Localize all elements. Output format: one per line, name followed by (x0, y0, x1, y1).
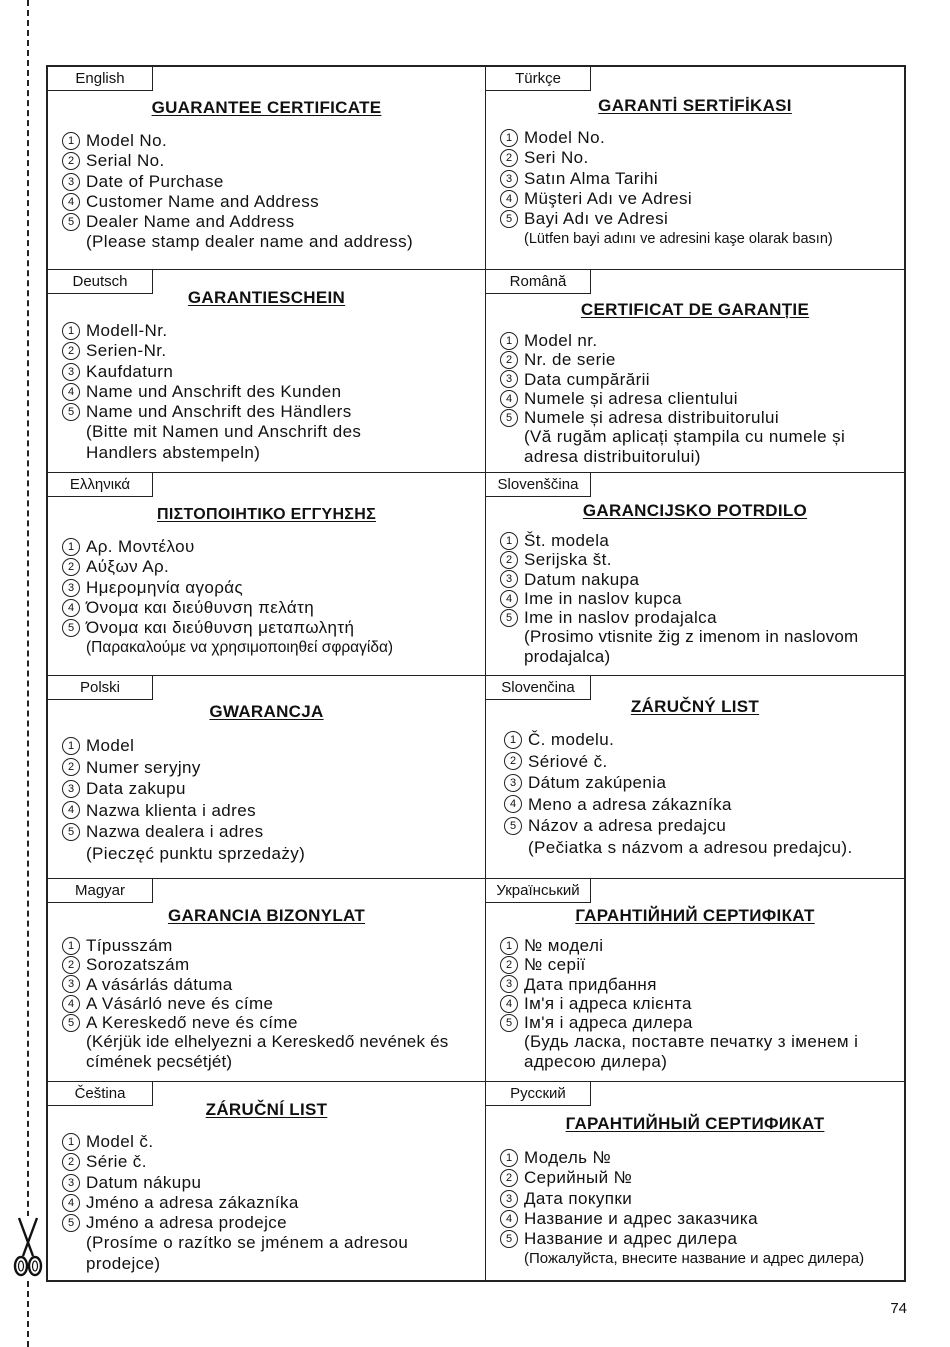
stamp-note: (Pečiatka s názvom a adresou predajcu). (528, 837, 853, 857)
circled-number-2: 2 (504, 752, 522, 770)
list-item: 2 Serien-Nr. (62, 341, 483, 361)
language-tab: Čeština (48, 1082, 153, 1106)
certificate-title: ΠΙΣΤΟΠΟΙΗΤΙΚΟ ΕΓΓΥΗΣΗΣ (157, 506, 376, 523)
circled-number-5: 5 (62, 1014, 80, 1032)
circled-number-5: 5 (62, 823, 80, 841)
circled-number-4: 4 (62, 995, 80, 1013)
cell-greek (48, 473, 486, 676)
circled-number-3: 3 (500, 975, 518, 993)
circled-number-1: 1 (62, 322, 80, 340)
list-item: 4 Название и адрес заказчика (500, 1209, 902, 1229)
list-item: 1 Št. modela (500, 531, 902, 550)
circled-number-2: 2 (62, 558, 80, 576)
circled-number-1: 1 (62, 538, 80, 556)
circled-number-3: 3 (62, 1174, 80, 1192)
list-item: 5 Название и адрес дилера (500, 1229, 902, 1249)
certificate-title: GUARANTEE CERTIFICATE (151, 98, 382, 117)
language-tab: Română (486, 270, 591, 294)
list-item: 2 Serial No. (62, 151, 483, 171)
list-item: 1 Model No. (500, 128, 902, 148)
cell-czech (48, 1082, 486, 1280)
certificate-title: GARANTİ SERTİFİKASI (598, 96, 792, 115)
list-item: 3 A vásárlás dátuma (62, 975, 483, 994)
circled-number-3: 3 (62, 579, 80, 597)
list-item: 4 Όνομα και διεύθυνση πελάτη (62, 598, 483, 618)
list-item: 2 Αύξων Αρ. (62, 557, 483, 577)
cell-english (48, 67, 486, 270)
circled-number-3: 3 (62, 363, 80, 381)
list-item: 3 Dátum zakúpenia (504, 772, 902, 794)
list-item: 5 A Kereskedő neve és címe (62, 1013, 483, 1032)
circled-number-4: 4 (500, 590, 518, 608)
list-item: 5 Nazwa dealera i adres (62, 821, 483, 843)
list-item: 1 Αρ. Μοντέλου (62, 537, 483, 557)
circled-number-5: 5 (500, 210, 518, 228)
stamp-note: (Prosimo vtisnite žig z imenom in naslovom prodajalca) (524, 627, 859, 666)
list-item: 5 Ім'я і адреса дилера (500, 1013, 902, 1032)
language-tab: Slovenščina (486, 473, 591, 497)
circled-number-2: 2 (500, 149, 518, 167)
circled-number-3: 3 (500, 370, 518, 388)
list-item: 3 Дата покупки (500, 1189, 902, 1209)
list-item: 4 Jméno a adresa zákazníka (62, 1193, 483, 1213)
list-item: 2 Sériové č. (504, 751, 902, 773)
circled-number-5: 5 (500, 1014, 518, 1032)
cell-slovenian (486, 473, 904, 676)
language-tab: Український (486, 879, 591, 903)
circled-number-1: 1 (500, 532, 518, 550)
circled-number-4: 4 (500, 1210, 518, 1228)
circled-number-4: 4 (62, 1194, 80, 1212)
stamp-note: (Pieczęć punktu sprzedaży) (86, 843, 306, 863)
circled-number-1: 1 (62, 132, 80, 150)
stamp-note: (Please stamp dealer name and address) (86, 232, 414, 252)
certificate-title: GARANCIJSKO POTRDILO (582, 501, 808, 520)
certificate-title: GWARANCJA (209, 702, 324, 721)
circled-number-5: 5 (62, 213, 80, 231)
list-item: 4 Nazwa klienta i adres (62, 800, 483, 822)
circled-number-5: 5 (62, 619, 80, 637)
list-item: 3 Дата придбання (500, 975, 902, 994)
list-item: 3 Date of Purchase (62, 172, 483, 192)
stamp-note: (Bitte mit Namen und Anschrift des Handlers abstempeln) (86, 422, 362, 462)
list-item: 5 Ime in naslov prodajalca (500, 608, 902, 627)
circled-number-2: 2 (62, 152, 80, 170)
list-item: 4 Name und Anschrift des Kunden (62, 382, 483, 402)
cell-german (48, 270, 486, 473)
circled-number-2: 2 (500, 351, 518, 369)
circled-number-2: 2 (62, 1153, 80, 1171)
list-item: 4 Numele și adresa clientului (500, 389, 902, 408)
list-item: 1 Modell-Nr. (62, 321, 483, 341)
cell-russian (486, 1082, 904, 1280)
list-item: 4 Müşteri Adı ve Adresi (500, 189, 902, 209)
list-item: 1 № моделі (500, 936, 902, 955)
list-item: 2 Série č. (62, 1152, 483, 1172)
circled-number-2: 2 (62, 758, 80, 776)
language-tab: Ελληνικά (48, 473, 153, 497)
list-item: 1 Típusszám (62, 936, 483, 955)
cell-slovak (486, 676, 904, 879)
cell-romanian (486, 270, 904, 473)
circled-number-4: 4 (62, 801, 80, 819)
circled-number-1: 1 (500, 129, 518, 147)
language-tab: Türkçe (486, 67, 591, 91)
certificate-title: GARANCIA BIZONYLAT (167, 906, 366, 925)
stamp-note: (Пожалуйста, внесите название и адрес дилера) (524, 1250, 865, 1268)
circled-number-4: 4 (500, 390, 518, 408)
circled-number-4: 4 (504, 795, 522, 813)
list-item: 5 Όνομα και διεύθυνση μεταπωλητή (62, 618, 483, 638)
circled-number-3: 3 (62, 173, 80, 191)
circled-number-4: 4 (500, 995, 518, 1013)
language-tab: Polski (48, 676, 153, 700)
circled-number-1: 1 (504, 731, 522, 749)
circled-number-1: 1 (500, 937, 518, 955)
language-tab: English (48, 67, 153, 91)
list-item: 2 Seri No. (500, 148, 902, 168)
list-item: 3 Data zakupu (62, 778, 483, 800)
circled-number-4: 4 (62, 599, 80, 617)
cell-ukrainian (486, 879, 904, 1082)
circled-number-4: 4 (62, 383, 80, 401)
stamp-note: (Lütfen bayi adını ve adresini kaşe olarak basın) (524, 231, 833, 248)
list-item: 2 Sorozatszám (62, 955, 483, 974)
list-item: 1 Č. modelu. (504, 729, 902, 751)
circled-number-2: 2 (500, 551, 518, 569)
list-item: 4 A Vásárló neve és címe (62, 994, 483, 1013)
circled-number-4: 4 (62, 193, 80, 211)
circled-number-1: 1 (62, 737, 80, 755)
circled-number-4: 4 (500, 190, 518, 208)
language-tab: Русский (486, 1082, 591, 1106)
stamp-note: (Παρακαλούμε να χρησιμοποιηθεί σφραγίδα) (86, 639, 394, 657)
list-item: 4 Customer Name and Address (62, 192, 483, 212)
circled-number-5: 5 (500, 409, 518, 427)
list-item: 5 Jméno a adresa prodejce (62, 1213, 483, 1233)
circled-number-5: 5 (504, 817, 522, 835)
certificate-title: ZÁRUČNÝ LIST (630, 697, 760, 716)
language-tab: Magyar (48, 879, 153, 903)
list-item: 3 Satın Alma Tarihi (500, 169, 902, 189)
list-item: 2 Numer seryjny (62, 757, 483, 779)
circled-number-5: 5 (62, 1214, 80, 1232)
list-item: 2 Serijska št. (500, 550, 902, 569)
circled-number-5: 5 (500, 1230, 518, 1248)
cut-line (27, 0, 29, 1347)
language-tab: Slovenčina (486, 676, 591, 700)
circled-number-1: 1 (62, 937, 80, 955)
certificate-title: GARANTIESCHEIN (187, 288, 346, 307)
list-item: 5 Dealer Name and Address (62, 212, 483, 232)
circled-number-3: 3 (500, 1190, 518, 1208)
stamp-note: (Vă rugăm aplicați ștampila cu numele și adresa distribuitorului) (524, 427, 846, 466)
circled-number-3: 3 (500, 170, 518, 188)
list-item: 2 Nr. de serie (500, 350, 902, 369)
list-item: 3 Datum nákupu (62, 1173, 483, 1193)
list-item: 1 Model č. (62, 1132, 483, 1152)
list-item: 3 Data cumpărării (500, 370, 902, 389)
list-item: 5 Name und Anschrift des Händlers (62, 402, 483, 422)
stamp-note: (Будь ласка, поставте печатку з іменем і адресою дилера) (524, 1032, 859, 1071)
circled-number-5: 5 (500, 609, 518, 627)
stamp-note: (Kérjük ide elhelyezni a Kereskedő nevének és címének pecsétjét) (86, 1032, 449, 1071)
cell-polish (48, 676, 486, 879)
certificate-title: ZÁRUČNÍ LIST (205, 1100, 328, 1119)
circled-number-3: 3 (504, 774, 522, 792)
certificate-title: CERTIFICAT DE GARANȚIE (580, 300, 810, 319)
circled-number-2: 2 (62, 342, 80, 360)
circled-number-2: 2 (62, 956, 80, 974)
list-item: 5 Numele și adresa distribuitorului (500, 408, 902, 427)
page-number: 74 (890, 1300, 907, 1317)
list-item: 5 Názov a adresa predajcu (504, 815, 902, 837)
circled-number-2: 2 (500, 956, 518, 974)
circled-number-3: 3 (500, 570, 518, 588)
certificate-title: ГАРАНТИЙНЫЙ СЕРТИФИКАТ (565, 1114, 825, 1133)
list-item: 4 Meno a adresa zákazníka (504, 794, 902, 816)
cell-turkish (486, 67, 904, 270)
list-item: 3 Ημερομηνία αγοράς (62, 578, 483, 598)
list-item: 3 Datum nakupa (500, 570, 902, 589)
circled-number-5: 5 (62, 403, 80, 421)
list-item: 5 Bayi Adı ve Adresi (500, 209, 902, 229)
list-item: 3 Kaufdaturn (62, 362, 483, 382)
stamp-note: (Prosíme o razítko se jménem a adresou prodejce) (86, 1233, 409, 1273)
cell-hungarian (48, 879, 486, 1082)
list-item: 1 Model (62, 735, 483, 757)
list-item: 2 № серії (500, 955, 902, 974)
list-item: 4 Ім'я і адреса клієнта (500, 994, 902, 1013)
circled-number-1: 1 (62, 1133, 80, 1151)
language-tab: Deutsch (48, 270, 153, 294)
circled-number-1: 1 (500, 1149, 518, 1167)
scissors-icon (11, 1216, 45, 1278)
circled-number-1: 1 (500, 332, 518, 350)
list-item: 1 Model No. (62, 131, 483, 151)
circled-number-3: 3 (62, 780, 80, 798)
list-item: 4 Ime in naslov kupca (500, 589, 902, 608)
circled-number-3: 3 (62, 975, 80, 993)
circled-number-2: 2 (500, 1169, 518, 1187)
list-item: 2 Серийный № (500, 1168, 902, 1188)
list-item: 1 Model nr. (500, 331, 902, 350)
certificate-grid (46, 65, 906, 1282)
list-item: 1 Модель № (500, 1148, 902, 1168)
certificate-title: ГАРАНТІЙНИЙ СЕРТИФІКАТ (575, 906, 815, 925)
